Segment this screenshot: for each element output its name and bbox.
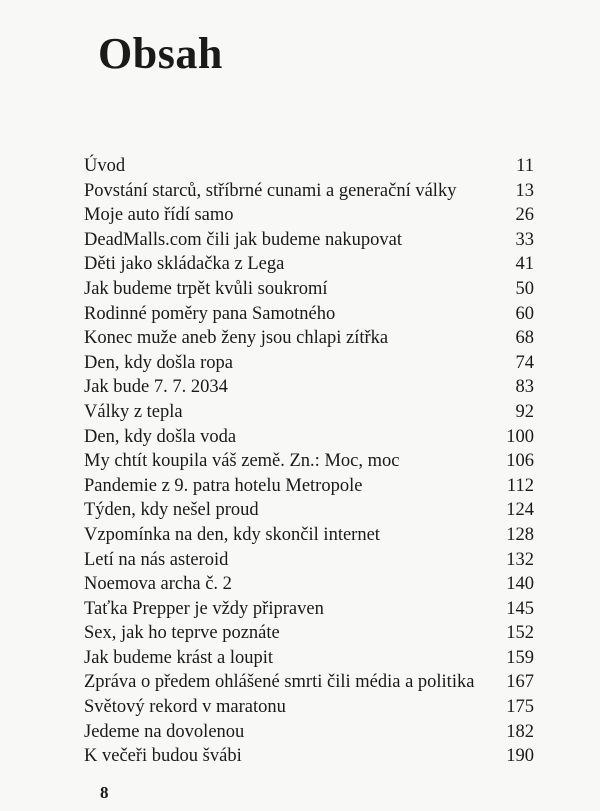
toc-entry-page: 60 [515,303,534,324]
toc-entry [84,523,534,548]
toc-entry [84,154,534,179]
toc-entry [84,498,534,523]
page-number: 8 [100,783,109,802]
toc-entry [84,277,534,302]
toc-entry-title: Úvod [84,156,126,176]
toc-entry-page: 159 [506,647,534,668]
toc-entry-page: 26 [515,205,534,226]
page-title: Obsah [98,29,223,78]
toc-entry [84,179,534,204]
toc-entry-title: My chtít koupila váš země. Zn.: Moc, moc [84,451,400,472]
toc-entry [84,302,534,327]
toc-entry-page: 182 [506,721,534,742]
toc-entry-page: 74 [515,352,534,373]
toc-entry-page: 145 [506,598,534,619]
table-of-contents [84,154,534,769]
toc-entry-title: Zpráva o předem ohlášené smrti čili média a politika [84,672,475,693]
toc-entry-title: Světový rekord v maratonu [84,697,286,718]
toc-entry-page: 175 [506,697,534,718]
toc-entry-title: Děti jako skládačka z Lega [84,254,285,275]
toc-entry-title: Moje auto řídí samo [84,205,234,226]
toc-entry-page: 11 [516,156,534,176]
toc-entry [84,621,534,646]
toc-entry-title: Jak budeme trpět kvůli soukromí [84,278,328,299]
toc-entry [84,695,534,720]
toc-entry [84,646,534,671]
toc-entry [84,326,534,351]
toc-entry-page: 152 [506,623,534,644]
toc-entry-page: 112 [506,475,534,496]
toc-entry [84,228,534,253]
toc-entry-title: Týden, kdy nešel proud [84,500,259,521]
toc-entry-page: 92 [515,401,534,422]
toc-entry-title: Války z tepla [84,401,183,422]
toc-entry-title: Vzpomínka na den, kdy skončil internet [84,524,380,545]
toc-entry-title: Taťka Prepper je vždy připraven [84,598,324,619]
toc-entry-page: 100 [506,426,534,447]
toc-entry-page: 13 [515,180,534,201]
toc-entry-title: Letí na nás asteroid [84,549,229,570]
toc-entry-page: 140 [506,574,534,595]
toc-entry-title: Noemova archa č. 2 [84,574,232,595]
toc-entry-title: Sex, jak ho teprve poznáte [84,623,280,644]
toc-entry-title: K večeři budou švábi [84,746,242,767]
toc-entry [84,572,534,597]
toc-entry-page: 167 [506,672,534,693]
toc-entry [84,375,534,400]
toc-entry [84,670,534,695]
toc-entry [84,425,534,450]
toc-entry [84,203,534,228]
toc-entry-page: 106 [506,451,534,472]
toc-entry [84,720,534,745]
toc-entry [84,744,534,769]
toc-entry-page: 68 [515,328,534,349]
toc-entry [84,252,534,277]
toc-entry-page: 128 [506,524,534,545]
toc-entry-title: Den, kdy došla voda [84,426,237,447]
toc-entry-page: 190 [506,746,534,767]
toc-entry-title: Povstání starců, stříbrné cunami a generační války [84,180,457,201]
toc-entry-page: 83 [515,377,534,398]
toc-entry-title: Jak bude 7. 7. 2034 [84,377,228,398]
toc-entry-page: 41 [515,254,534,275]
toc-entry-title: Den, kdy došla ropa [84,352,233,373]
toc-entry [84,597,534,622]
toc-entry [84,351,534,376]
toc-entry [84,474,534,499]
toc-entry-page: 132 [506,549,534,570]
toc-entry-page: 33 [515,229,534,250]
toc-entry-page: 124 [506,500,534,521]
toc-entry-title: Pandemie z 9. patra hotelu Metropole [84,475,363,496]
toc-entry-title: Rodinné poměry pana Samotného [84,303,336,324]
toc-entry-title: Jedeme na dovolenou [84,721,245,742]
toc-entry [84,548,534,573]
toc-entry-title: Konec muže aneb ženy jsou chlapi zítřka [84,328,389,349]
toc-entry-title: Jak budeme krást a loupit [84,647,274,668]
toc-entry-title: DeadMalls.com čili jak budeme nakupovat [84,229,403,250]
toc-entry [84,400,534,425]
toc-entry-page: 50 [515,278,534,299]
toc-entry [84,449,534,474]
